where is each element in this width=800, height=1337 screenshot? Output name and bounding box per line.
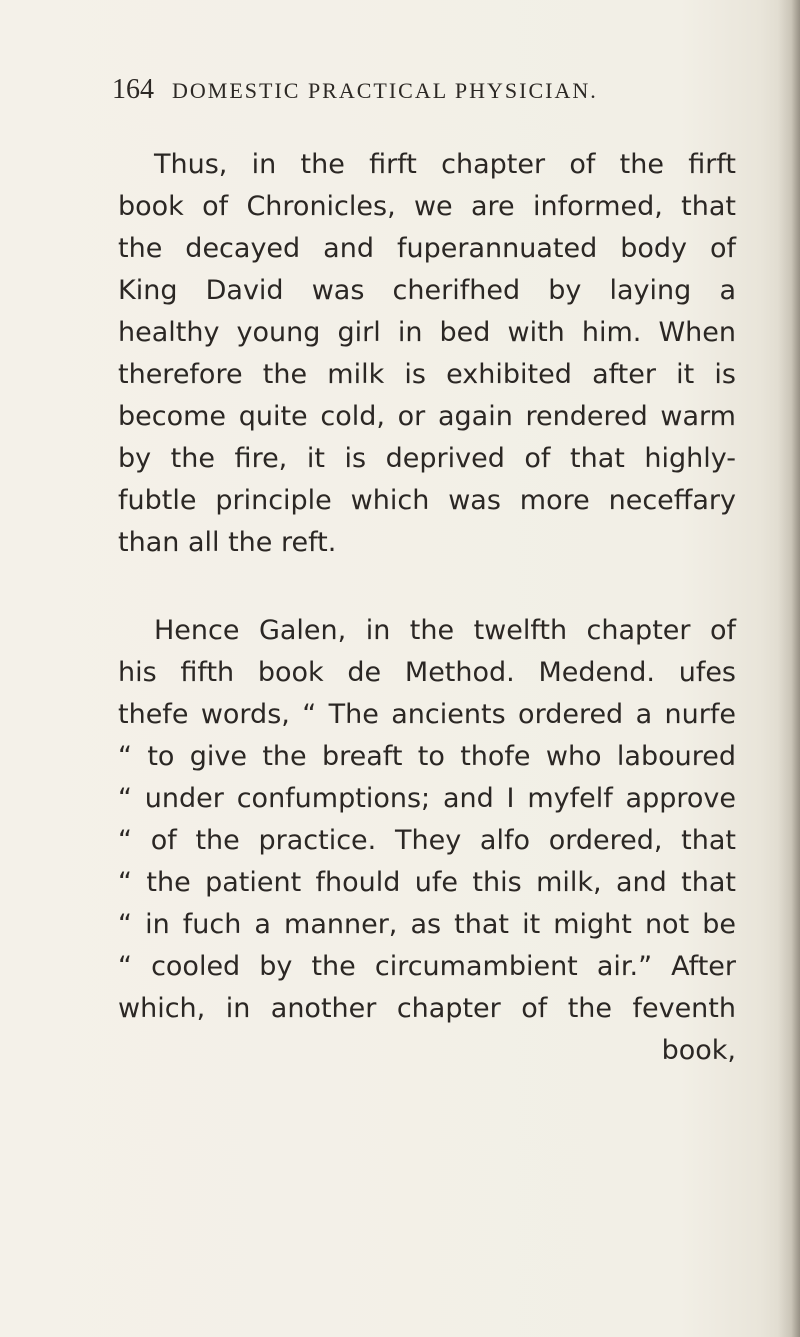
page-spine-shadow — [778, 0, 800, 1337]
text-line: healthy young girl in bed with him. When — [118, 317, 736, 348]
text-line: Thus, in the firft chapter of the firft — [154, 149, 736, 180]
text-line: “ cooled by the circumambient air.” After — [118, 951, 736, 982]
running-title: DOMESTIC PRACTICAL PHYSICIAN. — [172, 78, 598, 103]
text-line: become quite cold, or again rendered warm — [118, 401, 736, 432]
paragraph-1 — [118, 144, 736, 564]
text-line: “ in fuch a manner, as that it might not be — [118, 909, 736, 940]
text-line: book of Chronicles, we are informed, that — [118, 191, 736, 222]
text-line: which, in another chapter of the feventh — [118, 993, 736, 1024]
text-line: “ the patient fhould ufe this milk, and that — [118, 867, 736, 898]
paragraph-gap — [118, 564, 736, 610]
text-line: therefore the milk is exhibited after it is — [118, 359, 736, 390]
paragraph-2 — [118, 610, 736, 1072]
text-line: thefe words, “ The ancients ordered a nurfe — [118, 699, 736, 730]
text-line: the decayed and fuperannuated body of — [118, 233, 736, 264]
text-line: “ under confumptions; and I myfelf approve — [118, 783, 736, 814]
catchword: book, — [661, 1035, 736, 1066]
text-line: by the fire, it is deprived of that highly- — [118, 443, 736, 474]
text-line: “ of the practice. They alfo ordered, that — [118, 825, 736, 856]
text-line: his fifth book de Method. Medend. ufes — [118, 657, 736, 688]
text-line: Hence Galen, in the twelfth chapter of — [154, 615, 736, 646]
text-line: “ to give the breaft to thofe who laboured — [118, 741, 736, 772]
text-line: than all the reft. — [118, 527, 337, 558]
text-line: King David was cherifhed by laying a — [118, 275, 736, 306]
running-head — [112, 74, 732, 110]
page-number: 164 — [112, 74, 154, 105]
body-text — [118, 144, 736, 1072]
text-line: fubtle principle which was more neceffary — [118, 485, 736, 516]
